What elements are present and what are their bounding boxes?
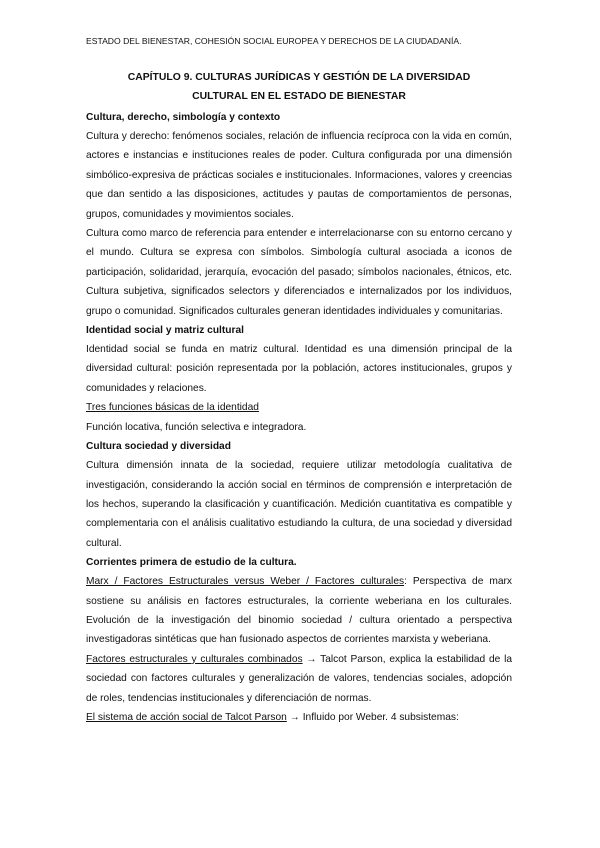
paragraph (86, 572, 512, 650)
paragraph-text: → Influido por Weber. 4 subsistemas: (286, 711, 459, 723)
section-heading-cultura-derecho: Cultura, derecho, simbología y contexto (86, 112, 281, 123)
paragraph: Cultura y derecho: fenómenos sociales, relación de influencia recíproca con la vida en común, actores e instancias e instituciones reales de poder. Cultura configurada por una dimensión simbólico-expresiva de prácticas sociales e institucionales. Informaciones, valores y creencias que dan sentido a las disposiciones, actitudes y pautas de comportamientos de personas, grupos, comunidades y movimientos sociales. (86, 131, 512, 220)
running-header: ESTADO DEL BIENESTAR, COHESIÓN SOCIAL EUROPEA Y DERECHOS DE LA CIUDADANÍA. (86, 36, 462, 46)
chapter-title (86, 68, 512, 106)
paragraph (86, 650, 512, 708)
paragraph: Función locativa, función selectiva e integradora. (86, 421, 307, 433)
section-heading-cultura-sociedad: Cultura sociedad y diversidad (86, 441, 231, 453)
underlined-term-sistema-accion: El sistema de acción social de Talcot Parson (86, 711, 287, 723)
chapter-title-line-2: CULTURAL EN EL ESTADO DE BIENESTAR (192, 91, 406, 102)
paragraph: Cultura dimensión innata de la sociedad, requiere utilizar metodología cualitativa de investigación, considerando la acción social en términos de comprensión e interpretación de los hechos, superando la clasificación y cuantificación. Medición cuantitativa es compatible y complementaria con el análisis cualitativo estudiando la cultura, de una sociedad y diversidad cultural. (86, 460, 512, 549)
paragraph-text: : Perspectiva de marx sostiene su análisis en factores estructurales, la corriente weberiana en los culturales. Evolución de la investigación del binomio sociedad / cultura orientado a perspectiva investigadoras sintéticas que han fusionado aspectos de corrientes marxista y weberiana. (86, 576, 512, 646)
chapter-title-line-1: CAPÍTULO 9. CULTURAS JURÍDICAS Y GESTIÓN DE LA DIVERSIDAD (127, 72, 471, 83)
page-content (86, 68, 512, 727)
paragraph (86, 708, 512, 727)
paragraph: Identidad social se funda en matriz cultural. Identidad es una dimensión principal de la diversidad cultural: posición representada por la población, actores institucionales, grupos y comunidades y relaciones. (86, 344, 512, 394)
section-heading-identidad-social: Identidad social y matriz cultural (86, 325, 244, 337)
section-heading-corrientes: Corrientes primera de estudio de la cultura. (86, 557, 297, 569)
underlined-term-factores-combinados: Factores estructurales y culturales combinados (86, 653, 303, 665)
paragraph: Cultura como marco de referencia para entender e interrelacionarse con su entorno cercano y el mundo. Cultura se expresa con símbolos. Simbología cultural asociada a iconos de participación, solidaridad, jerarquía, evocación del pasado; símbolos nacionales, étnicos, etc. Cultura subjetiva, significados selectors y diferenciados e internalizados por los individuos, grupo o comunidad. Significados culturales generan identidades individuales y comunitarias. (86, 228, 512, 317)
underlined-term-marx-weber: Marx / Factores Estructurales versus Weber / Factores culturales (86, 576, 405, 588)
subheading-tres-funciones: Tres funciones básicas de la identidad (86, 402, 259, 414)
paragraph-text: → Talcot Parson, explica la estabilidad de la sociedad con factores culturales y generalización de valores, tendencias sociales, adopción de roles, tendencias institucionales y diferenciación de normas. (86, 653, 512, 704)
